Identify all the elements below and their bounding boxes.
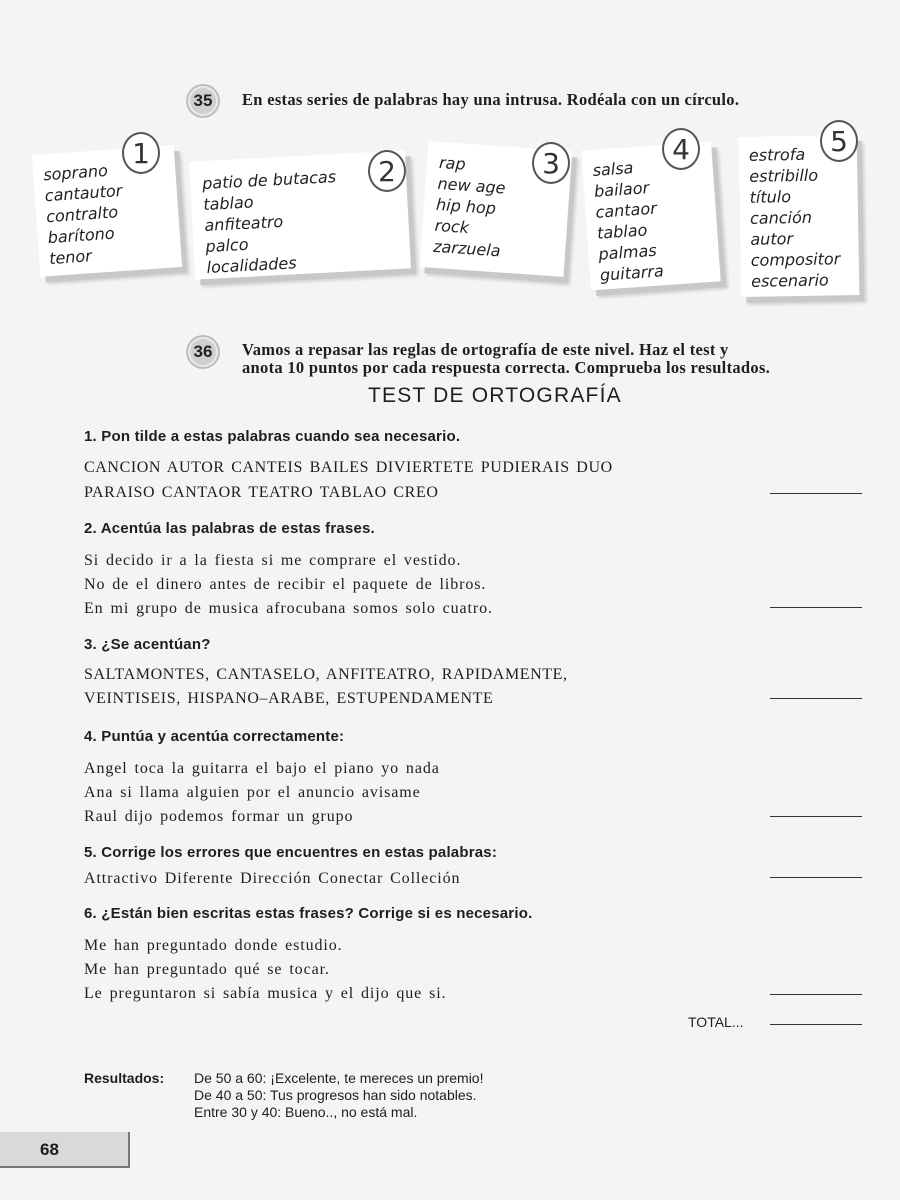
question-2-line: En mi grupo de musica afrocubana somos solo cuatro. [84, 600, 493, 617]
page-number-tab [0, 1132, 130, 1168]
question-4-line: Raul dijo podemos formar un grupo [84, 808, 354, 825]
card-number-3: 3 [532, 142, 570, 184]
answer-line-5[interactable] [770, 877, 862, 878]
card-number-4: 4 [662, 128, 700, 170]
results-label: Resultados: [84, 1070, 165, 1086]
word[interactable]: estribillo [749, 165, 819, 186]
question-4-line: Ana si llama alguien por el anuncio avisame [84, 784, 421, 801]
word[interactable]: zarzuela [432, 236, 502, 261]
card-number-1: 1 [122, 132, 160, 174]
question-3-line: SALTAMONTES, CANTASELO, ANFITEATRO, RAPIDAMENTE, [84, 666, 568, 683]
answer-line-6[interactable] [770, 994, 862, 995]
word[interactable]: tablao [596, 220, 648, 243]
question-2-line: No de el dinero antes de recibir el paquete de libros. [84, 576, 487, 593]
word-card-4 [581, 142, 720, 291]
exercise-36-instruction-line1: Vamos a repasar las reglas de ortografía de este nivel. Haz el test y [242, 340, 729, 359]
answer-line-3[interactable] [770, 698, 862, 699]
question-5-heading: 5. Corrige los errores que encuentres en estas palabras: [84, 844, 498, 861]
word[interactable]: compositor [750, 249, 841, 270]
word[interactable]: tablao [202, 192, 255, 215]
card-number-2: 2 [368, 150, 406, 192]
word[interactable]: cantautor [44, 180, 123, 206]
question-6-line: Le preguntaron si sabía musica y el dijo que si. [84, 985, 447, 1002]
word[interactable]: anfiteatro [203, 211, 284, 236]
results-line: De 50 a 60: ¡Excelente, te mereces un premio! [194, 1070, 484, 1086]
word[interactable]: rap [438, 152, 467, 174]
word[interactable]: rock [434, 215, 470, 238]
exercise-number-35: 35 [188, 86, 218, 116]
question-2-line: Si decido ir a la fiesta si me comprare el vestido. [84, 552, 462, 569]
question-4-heading: 4. Puntúa y acentúa correctamente: [84, 728, 345, 745]
word[interactable]: autor [750, 229, 794, 249]
card-number-5: 5 [820, 120, 858, 162]
question-5-line: Attractivo Diferente Dirección Conectar Colleción [84, 870, 461, 887]
word[interactable]: patio de butacas [201, 167, 337, 194]
exercise-number-36: 36 [188, 337, 218, 367]
question-4-line: Angel toca la guitarra el bajo el piano yo nada [84, 760, 440, 777]
word[interactable]: canción [749, 207, 813, 228]
question-1-heading: 1. Pon tilde a estas palabras cuando sea necesario. [84, 428, 461, 445]
question-3-heading: 3. ¿Se acentúan? [84, 636, 211, 653]
word[interactable]: cantaor [594, 198, 658, 222]
question-6-heading: 6. ¿Están bien escritas estas frases? Corrige si es necesario. [84, 905, 533, 922]
word[interactable]: guitarra [599, 261, 665, 285]
question-2-heading: 2. Acentúa las palabras de estas frases. [84, 520, 375, 537]
answer-line-1[interactable] [770, 493, 862, 494]
results-line: Entre 30 y 40: Bueno.., no está mal. [194, 1104, 418, 1120]
word[interactable]: soprano [42, 160, 109, 185]
word[interactable]: bailaor [593, 178, 650, 201]
question-1-line: CANCION AUTOR CANTEIS BAILES DIVIERTETE PUDIERAIS DUO [84, 459, 613, 476]
answer-line-4[interactable] [770, 816, 862, 817]
word[interactable]: contralto [45, 202, 119, 227]
total-answer-line[interactable] [770, 1024, 862, 1025]
word[interactable]: tenor [48, 246, 93, 269]
word[interactable]: título [749, 187, 792, 207]
exercise-35-instruction: En estas series de palabras hay una intrusa. Rodéala con un círculo. [242, 90, 740, 109]
exercise-36-instruction-line2: anota 10 puntos por cada respuesta correcta. Comprueba los resultados. [242, 358, 771, 377]
page-number: 68 [40, 1140, 59, 1159]
question-1-line: PARAISO CANTAOR TEATRO TABLAO CREO [84, 484, 439, 501]
question-6-line: Me han preguntado qué se tocar. [84, 961, 330, 978]
results-line: De 40 a 50: Tus progresos han sido notables. [194, 1087, 477, 1103]
total-label: TOTAL... [688, 1014, 744, 1030]
word[interactable]: palmas [597, 240, 658, 264]
question-6-line: Me han preguntado donde estudio. [84, 937, 343, 954]
word[interactable]: localidades [206, 253, 298, 277]
word[interactable]: new age [436, 173, 507, 198]
word[interactable]: escenario [750, 270, 829, 291]
word[interactable]: salsa [592, 158, 634, 180]
test-title: TEST DE ORTOGRAFÍA [368, 384, 622, 407]
word[interactable]: palco [205, 234, 249, 256]
answer-line-2[interactable] [770, 607, 862, 608]
word-card-1 [32, 145, 182, 277]
word[interactable]: estrofa [748, 144, 806, 165]
question-3-line: VEINTISEIS, HISPANO–ARABE, ESTUPENDAMENTE [84, 690, 494, 707]
word[interactable]: barítono [47, 223, 116, 248]
word[interactable]: hip hop [435, 194, 497, 218]
